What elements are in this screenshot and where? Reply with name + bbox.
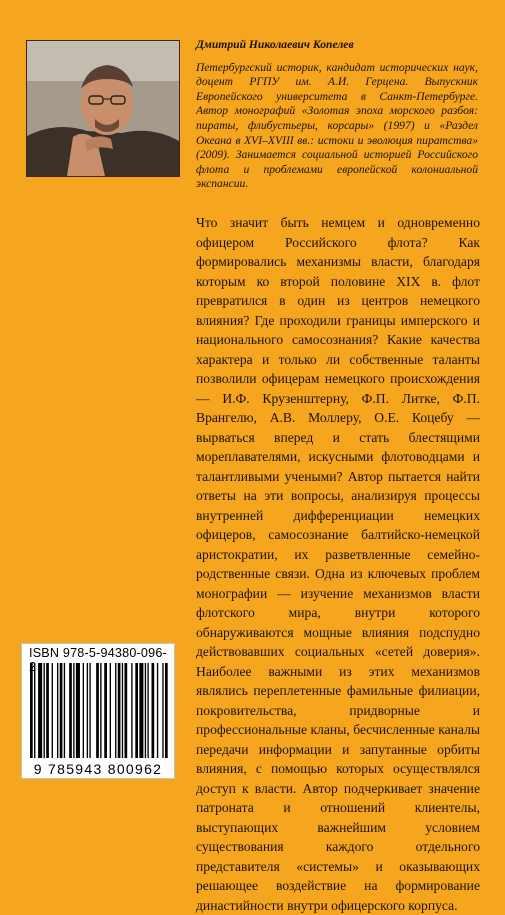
author-portrait-image	[27, 41, 179, 176]
ean-digits: 9 785943 800962	[33, 761, 163, 777]
author-photo	[26, 40, 180, 177]
author-info	[196, 38, 478, 192]
isbn-barcode	[21, 643, 175, 779]
book-annotation: Что значит быть немцем и одновременно офицером Российского флота? Как формировались механизмы власти, благодаря которым ко второй половине XIX в. флот превратился в один из центров немецкого влияния? Где проходили границы имперского и национального самосознания? Какие качества характера и только ли собственные таланты позволили офицерам немецкого происхождения — И.Ф. Крузенштерну, Ф.П. Литке, Ф.П. Врангелю, А.В. Моллеру, О.Е. Коцебу — вырваться вперед и стать блестящими мореплавателями, искусными флотоводцами и талантливыми учеными? Автор пытается найти ответы на эти вопросы, анализируя процессы внутренней дифференциации немецких офицеров, самосознание балтийско-немецкой аристократии, их разветвленные семейно-родственные связи. Одна из ключевых проблем монографии — изучение механизмов власти флотского мира, внутри которого обнаруживаются мощные влияния подспудно действовавших социальных «сетей доверия». Наиболее важными из этих механизмов являлись переплетенные фамильные филиации, покровительства, придворные и профессиональные кланы, бесчисленные каналы передачи информации и запутанные орбиты влияния, с помощью которых осуществлялся доступ к власти. Автор подчеркивает значение патроната и отношений клиентелы, выступающих важнейшим условием существования каждого отдельного представителя «системы» и оказывающих решающее воздействие на формирование династийности внутри офицерского корпуса.	[196, 215, 480, 913]
isbn-number: ISBN 978-5-94380-096-	[29, 646, 167, 660]
author-name: Дмитрий Николаевич Копелев	[196, 38, 354, 51]
author-bio: Петербургский историк, кандидат исторических наук, доцент РГПУ им. А.И. Герцена. Выпускник Европейского университета в Санкт-Петербурге. Автор монографий «Золотая эпоха морского разбоя: пираты, флибустьеры, корсары» (1997) и «Раздел Океана в XVI–XVIII вв.: истоки и эволюция пиратства» (2009). Занимается социальной историей Российского флота и проблемами европейской колониальной экспансии.	[196, 60, 478, 191]
barcode-bars-icon	[28, 663, 168, 758]
